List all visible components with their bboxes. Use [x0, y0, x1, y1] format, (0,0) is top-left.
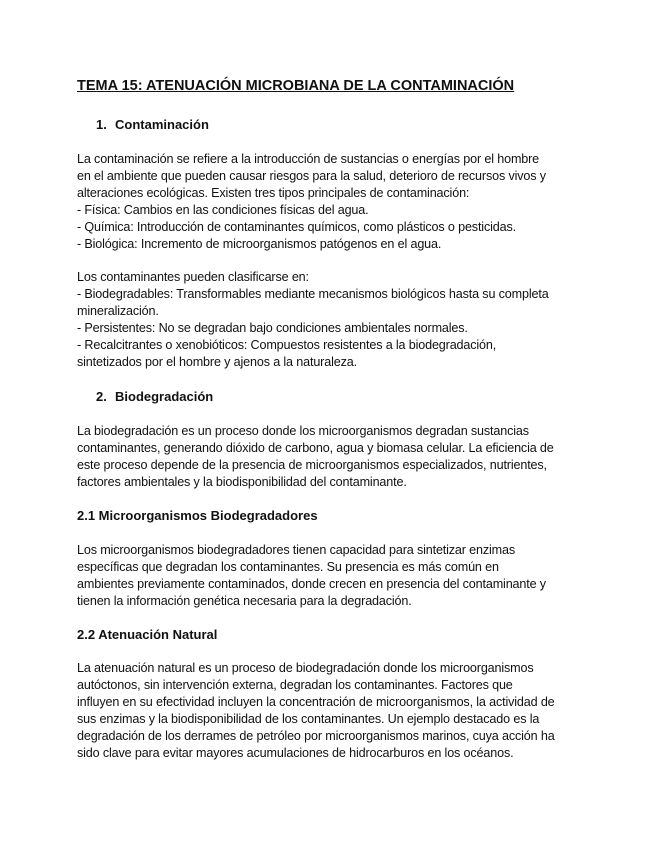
section-number: 2. — [96, 389, 107, 404]
text-line: La contaminación se refiere a la introducción de sustancias o energías por el hombre — [77, 152, 540, 166]
subsection-heading-microorganismos: 2.1 Microorganismos Biodegradadores — [77, 508, 318, 523]
text-line: en el ambiente que pueden causar riesgos para la salud, deterioro de recursos vivos y — [77, 169, 546, 183]
paragraph-clasificacion-contaminantes — [77, 269, 577, 371]
text-line: autóctonos, sin intervención externa, degradan los contaminantes. Factores que — [77, 678, 513, 692]
text-line: degradación de los derrames de petróleo por microorganismos marinos, cuya acción ha — [77, 729, 555, 743]
text-line: este proceso depende de la presencia de microorganismos especializados, nutrientes, — [77, 458, 547, 472]
paragraph-atenuacion-natural — [77, 660, 577, 762]
text-line: tienen la información genética necesaria para la degradación. — [77, 594, 412, 608]
text-line: influyen en su efectividad incluyen la concentración de microorganismos, la actividad de — [77, 695, 555, 709]
list-item: - Física: Cambios en las condiciones físicas del agua. — [77, 203, 369, 217]
text-line: sus enzimas y la biodisponibilidad de los contaminantes. Un ejemplo destacado es la — [77, 712, 540, 726]
text-line: sido clave para evitar mayores acumulaciones de hidrocarburos en los océanos. — [77, 746, 514, 760]
subsection-heading-atenuacion: 2.2 Atenuación Natural — [77, 627, 218, 642]
paragraph-microorganismos — [77, 542, 577, 610]
text-line: factores ambientales y la biodisponibilidad del contaminante. — [77, 475, 407, 489]
paragraph-contaminacion-definicion — [77, 151, 577, 253]
text-line: sintetizados por el hombre y ajenos a la naturaleza. — [77, 355, 357, 369]
section-title: Biodegradación — [115, 389, 214, 404]
section-number: 1. — [96, 117, 107, 132]
text-line: La biodegradación es un proceso donde los microorganismos degradan sustancias — [77, 424, 529, 438]
text-line: La atenuación natural es un proceso de biodegradación donde los microorganismos — [77, 661, 534, 675]
text-line: alteraciones ecológicas. Existen tres tipos principales de contaminación: — [77, 186, 470, 200]
section-heading-contaminacion — [96, 117, 209, 132]
section-heading-biodegradacion — [96, 389, 213, 404]
list-item: - Biodegradables: Transformables mediante mecanismos biológicos hasta su completa — [77, 287, 549, 301]
list-item: - Recalcitrantes o xenobióticos: Compuestos resistentes a la biodegradación, — [77, 338, 497, 352]
text-line: ambientes previamente contaminados, donde crecen en presencia del contaminante y — [77, 577, 546, 591]
text-line: específicas que degradan los contaminantes. Su presencia es más común en — [77, 560, 499, 574]
text-line: Los microorganismos biodegradadores tienen capacidad para sintetizar enzimas — [77, 543, 516, 557]
list-item: - Biológica: Incremento de microorganismos patógenos en el agua. — [77, 237, 442, 251]
text-line: Los contaminantes pueden clasificarse en: — [77, 270, 309, 284]
list-item: - Persistentes: No se degradan bajo condiciones ambientales normales. — [77, 321, 468, 335]
paragraph-biodegradacion — [77, 423, 577, 491]
section-title: Contaminación — [115, 117, 209, 132]
list-item: - Química: Introducción de contaminantes químicos, como plásticos o pesticidas. — [77, 220, 516, 234]
document-title: TEMA 15: ATENUACIÓN MICROBIANA DE LA CONTAMINACIÓN — [77, 78, 515, 94]
text-line: contaminantes, generando dióxido de carbono, agua y biomasa celular. La eficiencia de — [77, 441, 554, 455]
text-line: mineralización. — [77, 304, 159, 318]
